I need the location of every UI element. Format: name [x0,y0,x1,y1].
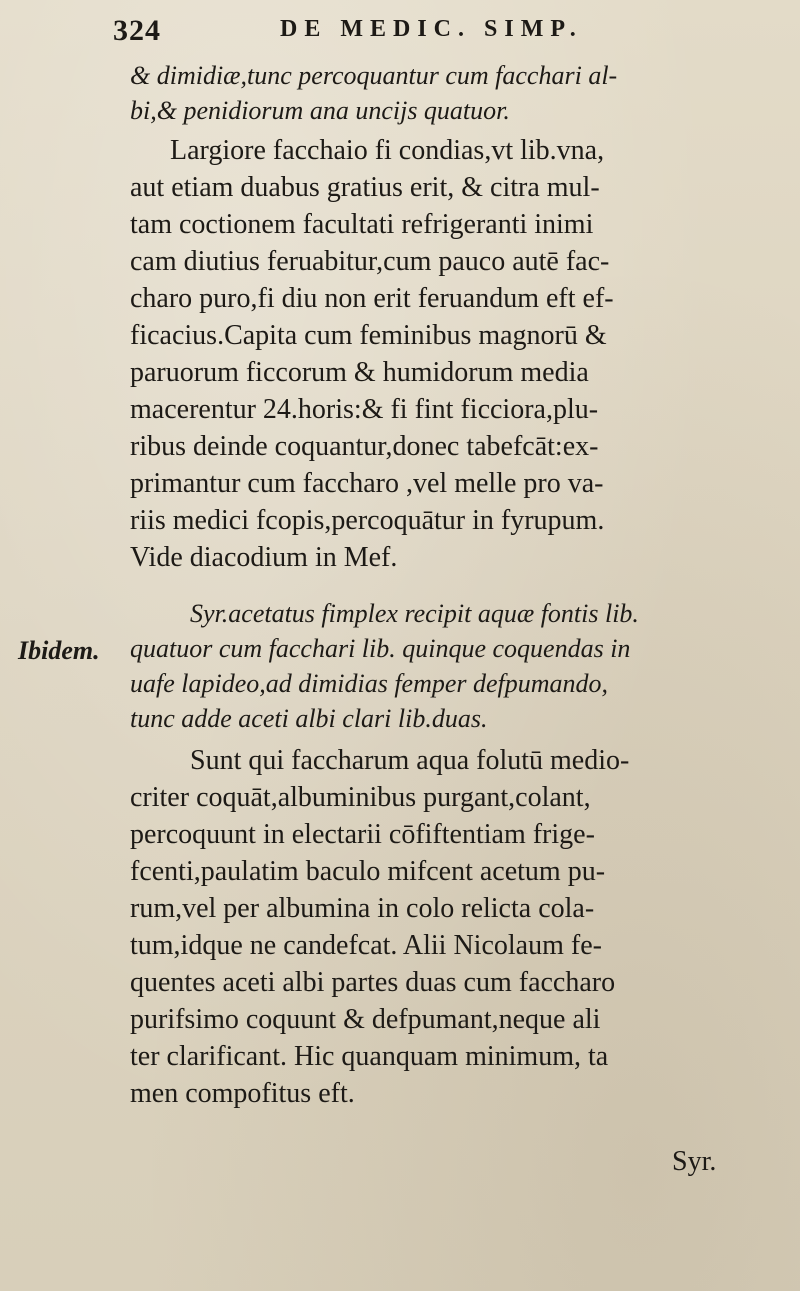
paragraph-3 [130,596,745,736]
text-line: rum,vel per albumina in colo relicta cola- [130,893,595,924]
paragraph-4 [130,742,745,1112]
text-line: charo puro,fi diu non erit feruandum eft ef- [130,283,614,314]
text-line: purifsimo coquunt & defpumant,neque ali [130,1004,601,1035]
text-line: primantur cum faccharo ,vel melle pro va- [130,468,604,499]
catchword: Syr. [672,1146,717,1177]
text-line: criter coquāt,albuminibus purgant,colant, [130,782,591,813]
text-line: tam coctionem facultati refrigeranti inimi [130,209,594,240]
folio-number: 324 [113,14,161,47]
text-line: & dimidiæ,tunc percoquantur cum facchari al- [130,61,618,90]
text-line: macerentur 24.horis:& fi fint ficciora,plu- [130,394,599,425]
text-line: quentes aceti albi partes duas cum faccharo [130,967,616,998]
page-header [0,14,800,54]
text-line: ter clarificant. Hic quanquam minimum, ta [130,1041,609,1072]
text-line: Sunt qui faccharum aqua folutū medio- [190,745,630,776]
text-line: bi,& penidiorum ana uncijs quatuor. [130,96,510,125]
text-line: Largiore facchaio fi condias,vt lib.vna, [170,135,605,166]
main-text [130,58,745,1112]
text-line: riis medici fcopis,percoquātur in fyrupum. [130,505,605,536]
running-title: DE MEDIC. SIMP. [280,16,583,42]
text-line: quatuor cum facchari lib. quinque coquendas in [130,634,631,663]
paragraph-2 [130,132,745,576]
margin-note: Ibidem. [18,636,100,665]
paragraph-1 [130,58,745,128]
text-line: fcenti,paulatim baculo mifcent acetum pu- [130,856,606,887]
text-line: Vide diacodium in Mef. [130,542,398,573]
text-line: aut etiam duabus gratius erit, & citra mul- [130,172,600,203]
text-line: cam diutius feruabitur,cum pauco autē fac- [130,246,610,277]
text-line: uafe lapideo,ad dimidias femper defpumando, [130,669,609,698]
text-line: paruorum ficcorum & humidorum media [130,357,589,388]
text-line: tum,idque ne candefcat. Alii Nicolaum fe- [130,930,602,961]
text-line: ribus deinde coquantur,donec tabefcāt:ex- [130,431,599,462]
text-line: Syr.acetatus fimplex recipit aquæ fontis lib. [190,599,639,628]
text-line: men compofitus eft. [130,1078,355,1109]
text-line: tunc adde aceti albi clari lib.duas. [130,704,488,733]
text-line: percoquunt in electarii cōfiftentiam frige- [130,819,595,850]
text-line: ficacius.Capita cum feminibus magnorū & [130,320,607,351]
